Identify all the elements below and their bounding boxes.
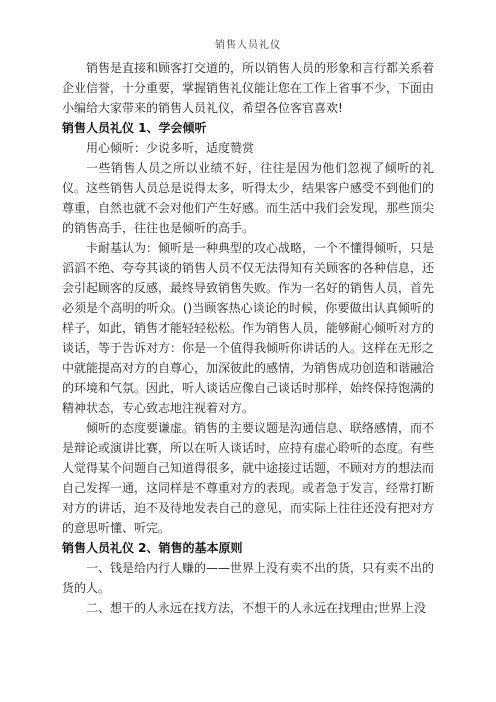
section-1-heading: 销售人员礼仪 1、学会倾听: [62, 121, 207, 135]
section-2-paragraph-2: 二、想干的人永远在找方法，不想干的人永远在找理由;世界上没: [86, 601, 427, 615]
intro-paragraph: 销售是直接和顾客打交道的，所以销售人员的形象和言行都关系着企业信誉，十分重要，掌握销售礼仪能让您在工作上省事不少，下面由小编给大家带来的销售人员礼仪，希望各位客官喜欢!: [62, 61, 435, 115]
document-title: 销售人员礼仪: [215, 40, 281, 51]
section-2-paragraph-1: 一、钱是给内行人赚的——世界上没有卖不出的货，只有卖不出的货的人。: [62, 561, 435, 595]
section-1-paragraph-2: 卡耐基认为：倾听是一种典型的攻心战略，一个不懂得倾听，只是滔滔不绝、夸夸其谈的销售人员不仅无法得知有关顾客的各种信息，还会引起顾客的反感，最终导致销售失败。作为一名好的销售人员，首先必须是个高明的听众。()当顾客热心谈论的时候，你要做出认真倾听的样子，如此，销售才能轻轻松松。作为销售人员，能够耐心倾听对方的谈话，等于告诉对方：你是一个值得我倾听你讲话的人。这样在无形之中就能提高对方的自尊心，加深彼此的感情，为销售成功创造和谐融洽的环境和气氛。因此，听人谈话应像自己谈话时那样，始终保持饱满的精神状态，专心致志地注视着对方。: [62, 241, 435, 415]
section-1-subheading: 用心倾听：少说多听，适度赞赏: [86, 141, 255, 155]
document-body: [62, 58, 434, 618]
section-2-heading: 销售人员礼仪 2、销售的基本原则: [62, 541, 243, 555]
section-1-paragraph-1: 一些销售人员之所以业绩不好，往往是因为他们忽视了倾听的礼仪。这些销售人员总是说得太多，听得太少，结果客户感受不到他们的尊重，自然也就不会对他们产生好感。而生活中我们会发现，那些顶尖的销售高手，往往也是倾听的高手。: [62, 161, 435, 235]
section-1-paragraph-3: 倾听的态度要谦虚。销售的主要议题是沟通信息、联络感情，而不是辩论或演讲比赛，所以在听人谈话时，应持有虚心聆听的态度。有些人觉得某个问题自己知道得很多，就中途接过话题，不顾对方的想法而自己发挥一通，这同样是不尊重对方的表现。或者急于发言，经常打断对方的讲话，迫不及待地发表自己的意见，而实际上往往还没有把对方的意思听懂、听完。: [62, 421, 435, 535]
